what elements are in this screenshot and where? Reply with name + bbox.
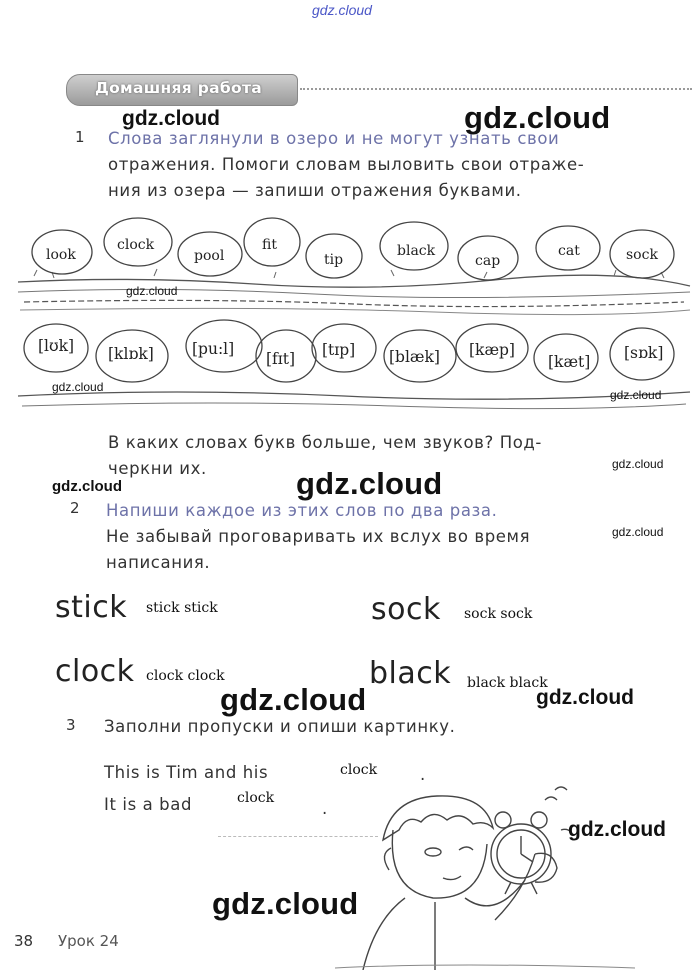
task-2-line-1: Напиши каждое из этих слов по два раза. bbox=[106, 501, 498, 520]
watermark: gdz.cloud bbox=[52, 380, 104, 394]
lesson-label: Урок 24 bbox=[58, 932, 119, 950]
lake-question-line-2: черкни их. bbox=[108, 459, 207, 478]
copy-word-stick: stick bbox=[55, 590, 128, 625]
copy-answer-stick: stick stick bbox=[146, 600, 218, 616]
lake-word: look bbox=[46, 247, 76, 263]
copy-word-black: black bbox=[369, 656, 452, 691]
lake-transcription: [pu:l] bbox=[192, 340, 235, 358]
task-2-line-3: написания. bbox=[106, 553, 211, 572]
lake-word: sock bbox=[626, 247, 658, 263]
lake-transcription: [kæp] bbox=[469, 341, 515, 359]
fill-sentence-1: This is Tim and his bbox=[104, 763, 269, 782]
watermark: gdz.cloud bbox=[464, 100, 611, 135]
copy-answer-sock: sock sock bbox=[464, 606, 533, 622]
watermark: gdz.cloud bbox=[612, 525, 664, 539]
watermark: gdz.cloud bbox=[126, 284, 178, 298]
watermark: gdz.cloud bbox=[610, 388, 662, 402]
answer-line bbox=[218, 836, 378, 837]
watermark: gdz.cloud bbox=[296, 466, 443, 501]
lake-word: cap bbox=[475, 253, 501, 269]
copy-answer-black: black black bbox=[467, 675, 548, 691]
dotted-divider bbox=[300, 88, 692, 90]
lake-transcription: [blæk] bbox=[389, 348, 440, 366]
lake-word: pool bbox=[194, 248, 225, 264]
copy-word-sock: sock bbox=[371, 592, 441, 627]
watermark-top: gdz.cloud bbox=[312, 2, 372, 18]
watermark: gdz.cloud bbox=[536, 686, 634, 709]
section-title: Домашняя работа bbox=[95, 79, 263, 97]
lake-question-line-1: В каких словах букв больше, чем звуков? Под- bbox=[108, 433, 542, 452]
lake-transcription: [fɪt] bbox=[266, 350, 296, 368]
watermark: gdz.cloud bbox=[220, 682, 367, 717]
lake-transcription: [lʊk] bbox=[38, 337, 75, 355]
task-1-text bbox=[108, 126, 584, 204]
task-1-line-1: Слова заглянули в озеро и не могут узнать свои bbox=[108, 129, 560, 148]
fill-answer-1: clock bbox=[340, 762, 378, 778]
lake-word: tip bbox=[324, 252, 344, 268]
lake-transcription: [tɪp] bbox=[322, 341, 356, 359]
page-number: 38 bbox=[14, 932, 34, 950]
copy-word-clock: clock bbox=[55, 654, 135, 689]
task-1-line-3: ния из озера — запиши отражения буквами. bbox=[108, 181, 522, 200]
fill-end-2: . bbox=[322, 799, 328, 818]
watermark: gdz.cloud bbox=[212, 886, 359, 921]
fill-answer-2: clock bbox=[237, 790, 275, 806]
watermark: gdz.cloud bbox=[612, 457, 664, 471]
task-2-line-2: Не забывай проговаривать их вслух во время bbox=[106, 527, 531, 546]
lake-word: black bbox=[397, 243, 436, 259]
lake-word: fit bbox=[262, 237, 277, 253]
copy-answer-clock: clock clock bbox=[146, 668, 225, 684]
lake-transcription: [klɒk] bbox=[108, 345, 154, 363]
task-1-line-2: отражения. Помоги словам выловить свои отраже- bbox=[108, 155, 585, 174]
task-2-number: 2 bbox=[70, 499, 80, 517]
lake-word: clock bbox=[117, 237, 155, 253]
task-3-text: Заполни пропуски и опиши картинку. bbox=[104, 717, 456, 736]
watermark: gdz.cloud bbox=[52, 478, 122, 495]
task-1-number: 1 bbox=[75, 128, 85, 146]
lake-transcription: [kæt] bbox=[548, 353, 591, 371]
task-3-number: 3 bbox=[66, 716, 76, 734]
lake-transcription: [sɒk] bbox=[624, 344, 664, 362]
section-banner bbox=[66, 74, 298, 106]
watermark: gdz.cloud bbox=[568, 818, 666, 841]
task-2-text bbox=[106, 498, 530, 576]
fill-sentence-2: It is a bad bbox=[104, 795, 193, 814]
lake-word: cat bbox=[558, 243, 580, 259]
fill-end-1: . bbox=[420, 765, 426, 784]
watermark: gdz.cloud bbox=[122, 107, 220, 130]
lake-illustration bbox=[14, 206, 694, 416]
boy-with-clock-illustration bbox=[335, 770, 685, 970]
